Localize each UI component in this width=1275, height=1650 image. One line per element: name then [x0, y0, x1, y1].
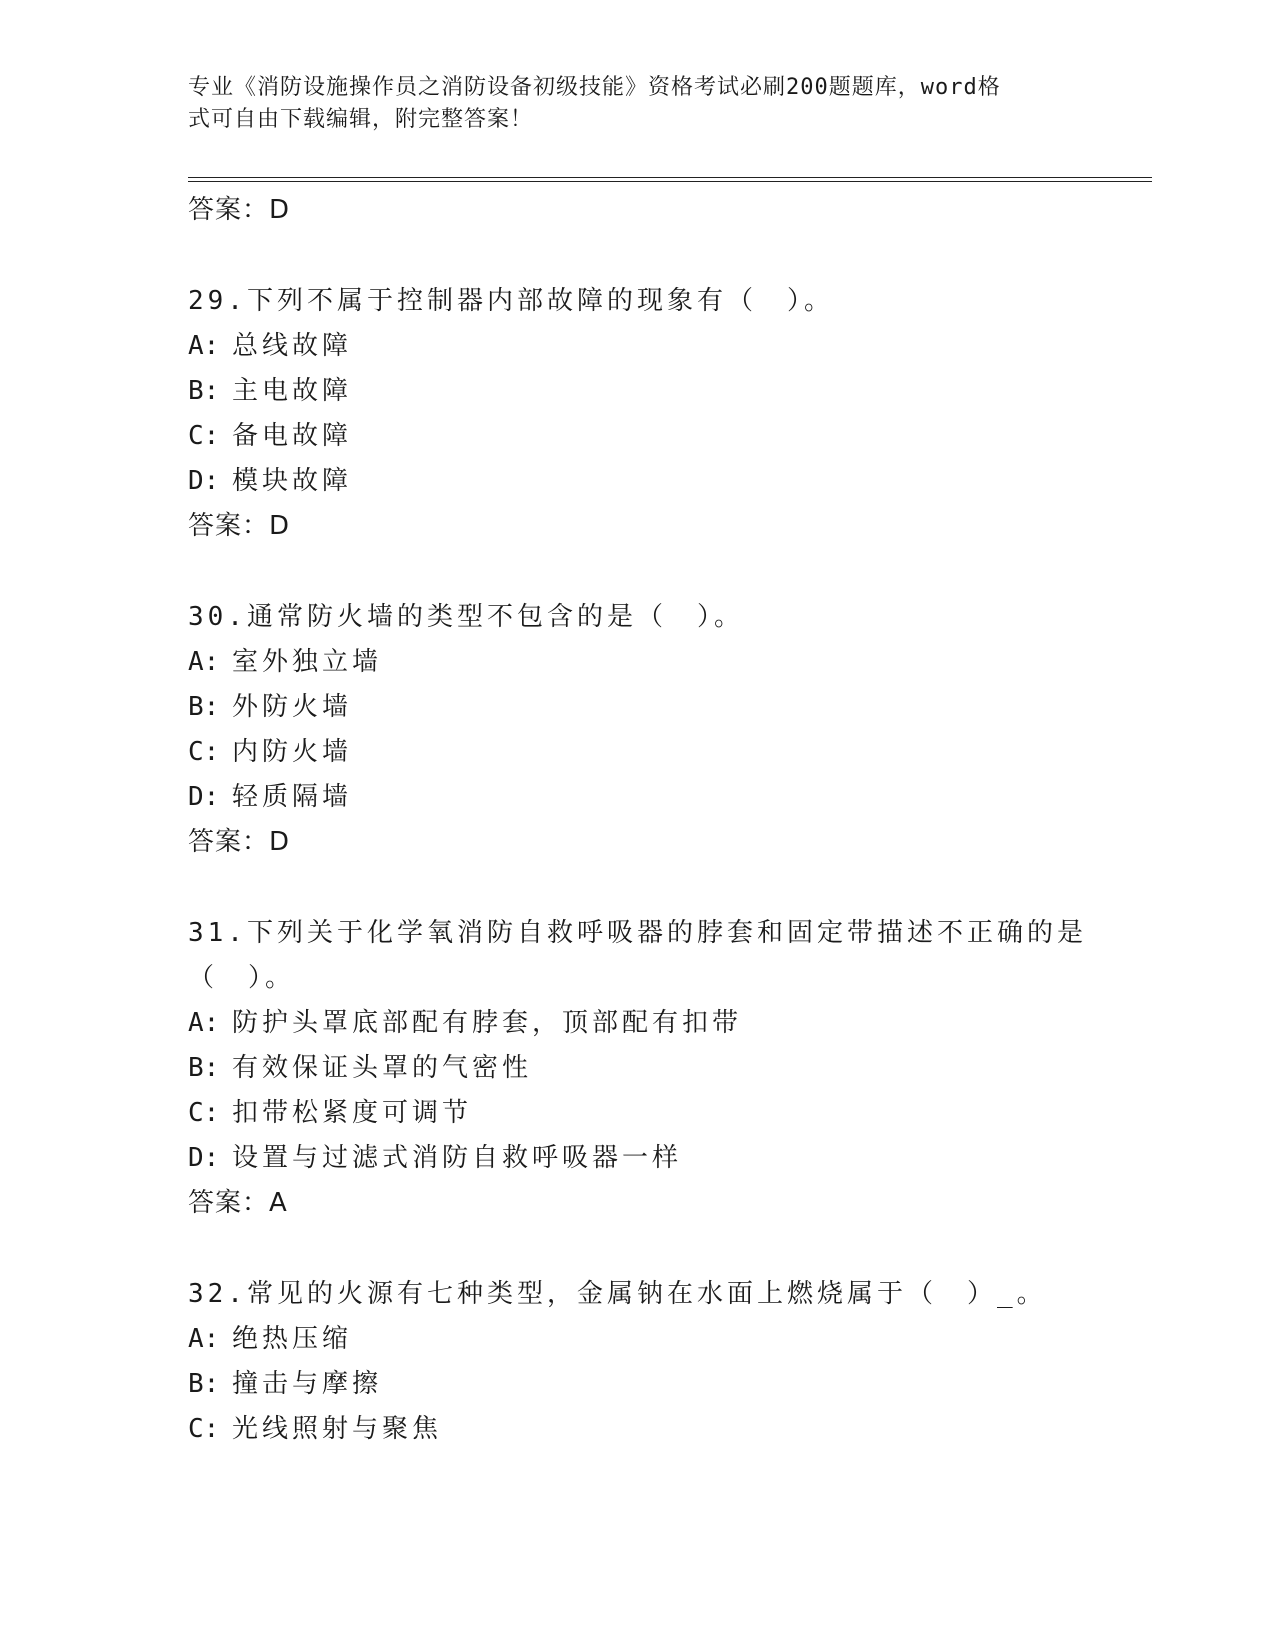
- option-letter: A:: [188, 1324, 220, 1354]
- option-c: [188, 730, 1088, 775]
- option-a: [188, 324, 1088, 369]
- option-letter: C:: [188, 737, 220, 767]
- option-text: 内防火墙: [232, 737, 353, 767]
- option-text: 模块故障: [232, 466, 353, 496]
- option-letter: C:: [188, 421, 220, 451]
- question-item: [188, 911, 1088, 1226]
- option-b: [188, 369, 1088, 414]
- answer-label: 答案：A: [188, 1188, 288, 1218]
- option-letter: B:: [188, 376, 220, 406]
- option-text: 室外独立墙: [232, 647, 383, 677]
- option-a: [188, 640, 1088, 685]
- option-letter: B:: [188, 1369, 220, 1399]
- question-item: [188, 279, 1088, 549]
- previous-answer: 答案：D: [188, 195, 291, 225]
- option-text: 主电故障: [232, 376, 353, 406]
- header-divider-top: [188, 177, 1152, 178]
- option-text: 总线故障: [232, 331, 353, 361]
- option-letter: A:: [188, 1008, 220, 1038]
- option-c: [188, 1091, 1088, 1136]
- question-stem: 29.下列不属于控制器内部故障的现象有（ ）。: [188, 286, 834, 316]
- option-text: 轻质隔墙: [232, 782, 353, 812]
- option-letter: B:: [188, 692, 220, 722]
- option-a: [188, 1317, 1088, 1362]
- option-text: 绝热压缩: [232, 1324, 353, 1354]
- option-text: 外防火墙: [232, 692, 353, 722]
- header-line-2: 式可自由下载编辑，附完整答案！: [188, 107, 534, 132]
- question-stem: 31.下列关于化学氧消防自救呼吸器的脖套和固定带描述不正确的是（ ）。: [188, 918, 1087, 993]
- option-d: [188, 1136, 1088, 1181]
- answer-label: 答案：D: [188, 511, 291, 541]
- option-text: 撞击与摩擦: [232, 1369, 383, 1399]
- option-text: 防护头罩底部配有脖套，顶部配有扣带: [232, 1008, 743, 1038]
- option-a: [188, 1001, 1088, 1046]
- option-letter: C:: [188, 1098, 220, 1128]
- option-letter: D:: [188, 782, 220, 812]
- question-item: [188, 595, 1088, 865]
- option-d: [188, 775, 1088, 820]
- option-letter: A:: [188, 647, 220, 677]
- option-b: [188, 1046, 1088, 1091]
- document-header: [188, 72, 1078, 136]
- header-divider-bottom: [188, 181, 1152, 182]
- option-letter: C:: [188, 1414, 220, 1444]
- header-line-1: 专业《消防设施操作员之消防设备初级技能》资格考试必刷200题题库，word格: [188, 75, 1001, 100]
- question-stem: 30.通常防火墙的类型不包含的是（ ）。: [188, 602, 744, 632]
- question-list: [188, 188, 1088, 1452]
- option-c: [188, 414, 1088, 459]
- option-b: [188, 1362, 1088, 1407]
- option-letter: D:: [188, 466, 220, 496]
- option-letter: A:: [188, 331, 220, 361]
- option-b: [188, 685, 1088, 730]
- option-text: 有效保证头罩的气密性: [232, 1053, 533, 1083]
- option-letter: D:: [188, 1143, 220, 1173]
- option-letter: B:: [188, 1053, 220, 1083]
- answer-label: 答案：D: [188, 827, 291, 857]
- option-text: 设置与过滤式消防自救呼吸器一样: [232, 1143, 683, 1173]
- option-text: 备电故障: [232, 421, 353, 451]
- question-item: [188, 1272, 1088, 1452]
- option-text: 光线照射与聚焦: [232, 1414, 443, 1444]
- question-stem: 32.常见的火源有七种类型，金属钠在水面上燃烧属于（ ）_。: [188, 1279, 1047, 1309]
- option-text: 扣带松紧度可调节: [232, 1098, 473, 1128]
- option-c: [188, 1407, 1088, 1452]
- option-d: [188, 459, 1088, 504]
